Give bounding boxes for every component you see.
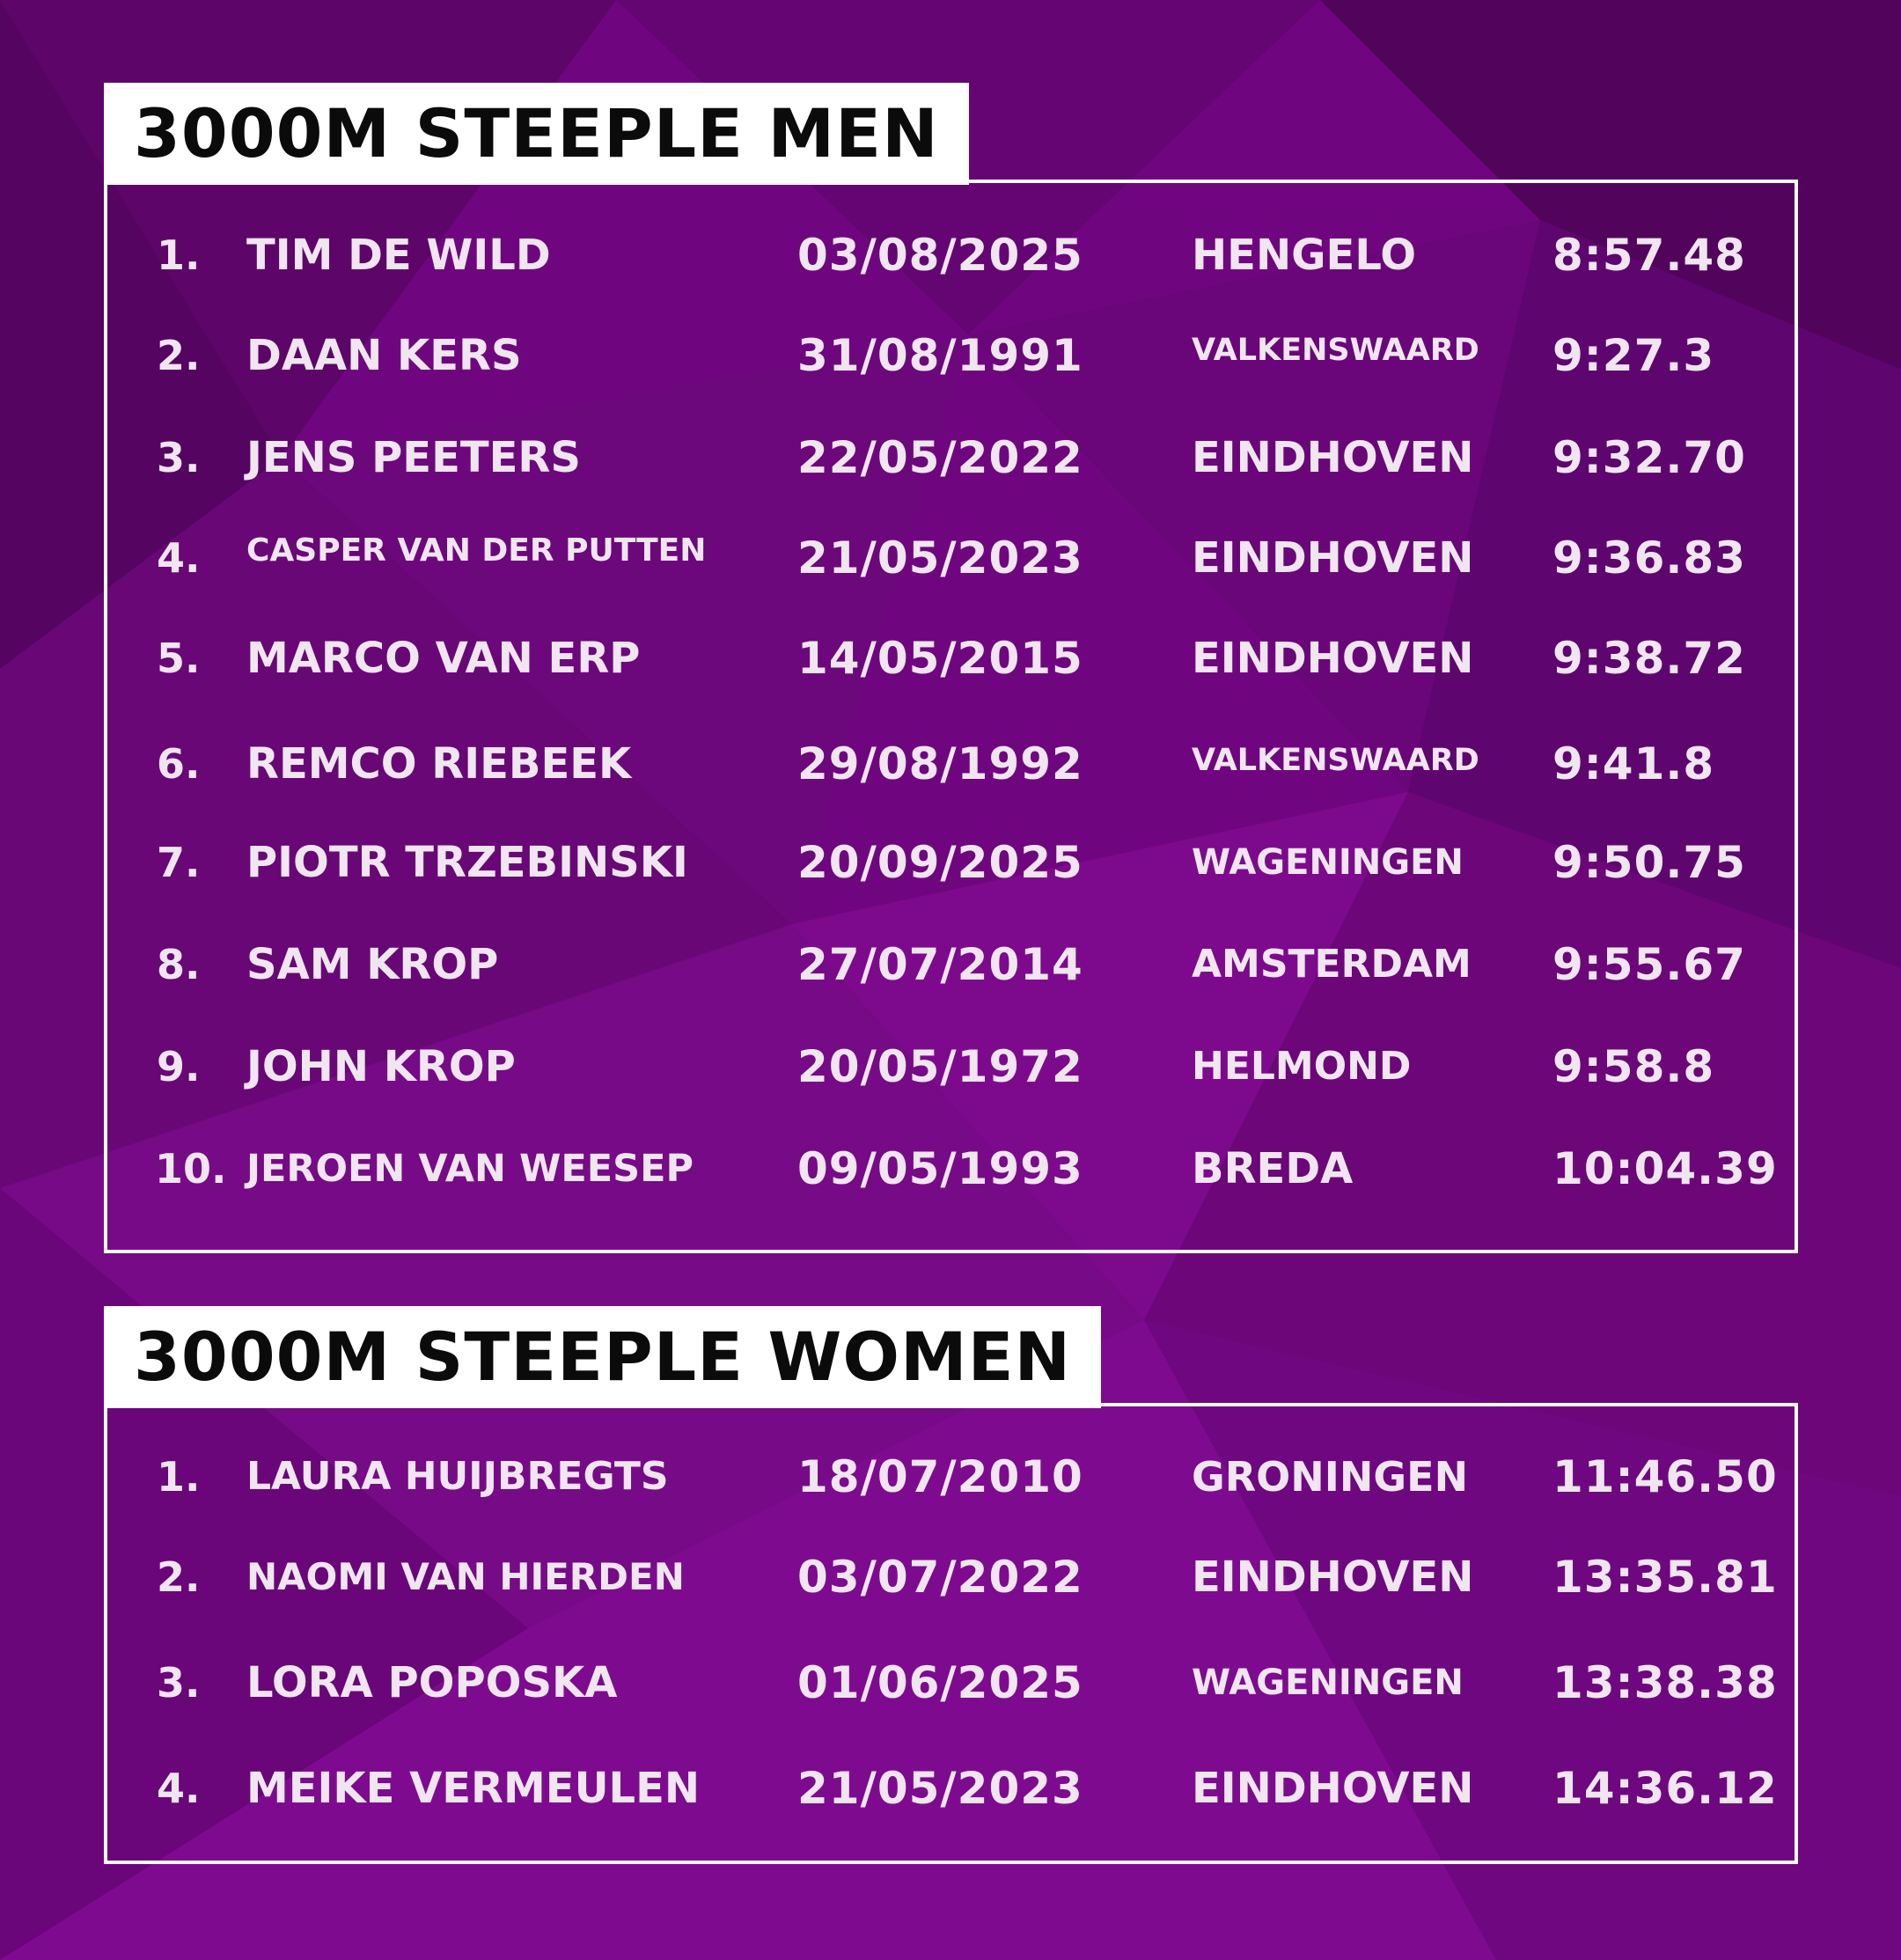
date: 31/08/1991 [797, 330, 1083, 381]
date: 27/07/2014 [797, 939, 1083, 990]
athlete-name: JENS PEETERS [246, 433, 581, 482]
rank: 4. [157, 1765, 201, 1812]
rank: 1. [157, 231, 201, 279]
table-row [0, 1442, 1901, 1512]
date: 18/07/2010 [797, 1451, 1083, 1502]
time: 8:57.48 [1552, 230, 1746, 281]
location: BREDA [1192, 1144, 1354, 1193]
date: 09/05/1993 [797, 1143, 1083, 1194]
table-row [0, 220, 1901, 290]
table-row [0, 1134, 1901, 1204]
rank: 3. [157, 1659, 201, 1707]
time: 14:36.12 [1552, 1763, 1778, 1814]
time: 9:36.83 [1552, 532, 1746, 584]
time: 9:32.70 [1552, 432, 1746, 483]
location: EINDHOVEN [1192, 1764, 1474, 1813]
table-row [0, 523, 1901, 593]
rank: 4. [157, 534, 201, 582]
athlete-name: DAAN KERS [246, 331, 522, 380]
date: 21/05/2023 [797, 1763, 1083, 1814]
location: EINDHOVEN [1192, 1553, 1474, 1602]
time: 9:50.75 [1552, 837, 1746, 888]
location: HENGELO [1192, 231, 1416, 280]
rank: 10. [155, 1145, 227, 1193]
time: 9:58.8 [1552, 1041, 1715, 1092]
location: EINDHOVEN [1192, 433, 1474, 482]
rank: 8. [157, 941, 201, 988]
location: VALKENSWAARD [1192, 333, 1479, 368]
athlete-name: JEROEN VAN WEESEP [246, 1147, 694, 1191]
time: 9:27.3 [1552, 330, 1715, 381]
rank: 1. [157, 1453, 201, 1501]
date: 29/08/1992 [797, 738, 1083, 789]
time: 9:38.72 [1552, 633, 1746, 684]
location: WAGENINGEN [1192, 1663, 1464, 1703]
table-row [0, 929, 1901, 1000]
athlete-name: CASPER VAN DER PUTTEN [246, 532, 707, 569]
athlete-name: NAOMI VAN HIERDEN [246, 1555, 685, 1598]
athlete-name: LORA POPOSKA [246, 1658, 618, 1707]
time: 9:55.67 [1552, 939, 1746, 990]
date: 01/06/2025 [797, 1657, 1083, 1708]
date: 20/09/2025 [797, 837, 1083, 888]
location: GRONINGEN [1192, 1453, 1469, 1501]
table-row [0, 1031, 1901, 1102]
women-section-title: 3000M STEEPLE WOMEN [104, 1306, 1101, 1408]
location: AMSTERDAM [1192, 942, 1472, 987]
table-row [0, 623, 1901, 694]
rank: 3. [157, 434, 201, 481]
time: 13:38.38 [1552, 1657, 1778, 1708]
table-row [0, 320, 1901, 391]
rank: 9. [157, 1043, 201, 1090]
table-row [0, 1753, 1901, 1824]
rank: 6. [157, 740, 201, 788]
athlete-name: SAM KROP [246, 940, 499, 989]
table-row [0, 729, 1901, 799]
date: 21/05/2023 [797, 532, 1083, 584]
rank: 5. [157, 635, 201, 682]
date: 03/07/2022 [797, 1552, 1083, 1603]
date: 20/05/1972 [797, 1041, 1083, 1092]
men-section-title: 3000M STEEPLE MEN [104, 83, 969, 185]
athlete-name: MEIKE VERMEULEN [246, 1764, 701, 1813]
athlete-name: JOHN KROP [246, 1042, 516, 1091]
table-row [0, 1542, 1901, 1612]
date: 14/05/2015 [797, 633, 1083, 684]
location: HELMOND [1192, 1044, 1412, 1089]
table-row [0, 827, 1901, 898]
athlete-name: LAURA HUIJBREGTS [246, 1454, 669, 1499]
rank: 2. [157, 332, 201, 379]
table-row [0, 422, 1901, 493]
location: EINDHOVEN [1192, 634, 1474, 683]
rank: 2. [157, 1553, 201, 1601]
location: WAGENINGEN [1192, 842, 1464, 883]
date: 22/05/2022 [797, 432, 1083, 483]
rank: 7. [157, 839, 201, 886]
date: 03/08/2025 [797, 230, 1083, 281]
location: VALKENSWAARD [1192, 743, 1479, 778]
time: 9:41.8 [1552, 738, 1715, 789]
athlete-name: REMCO RIEBEEK [246, 739, 632, 789]
time: 11:46.50 [1552, 1451, 1778, 1502]
athlete-name: MARCO VAN ERP [246, 634, 641, 683]
location: EINDHOVEN [1192, 533, 1474, 583]
time: 10:04.39 [1552, 1143, 1778, 1194]
athlete-name: TIM DE WILD [246, 231, 551, 280]
time: 13:35.81 [1552, 1552, 1778, 1603]
athlete-name: PIOTR TRZEBINSKI [246, 838, 688, 887]
table-row [0, 1648, 1901, 1718]
